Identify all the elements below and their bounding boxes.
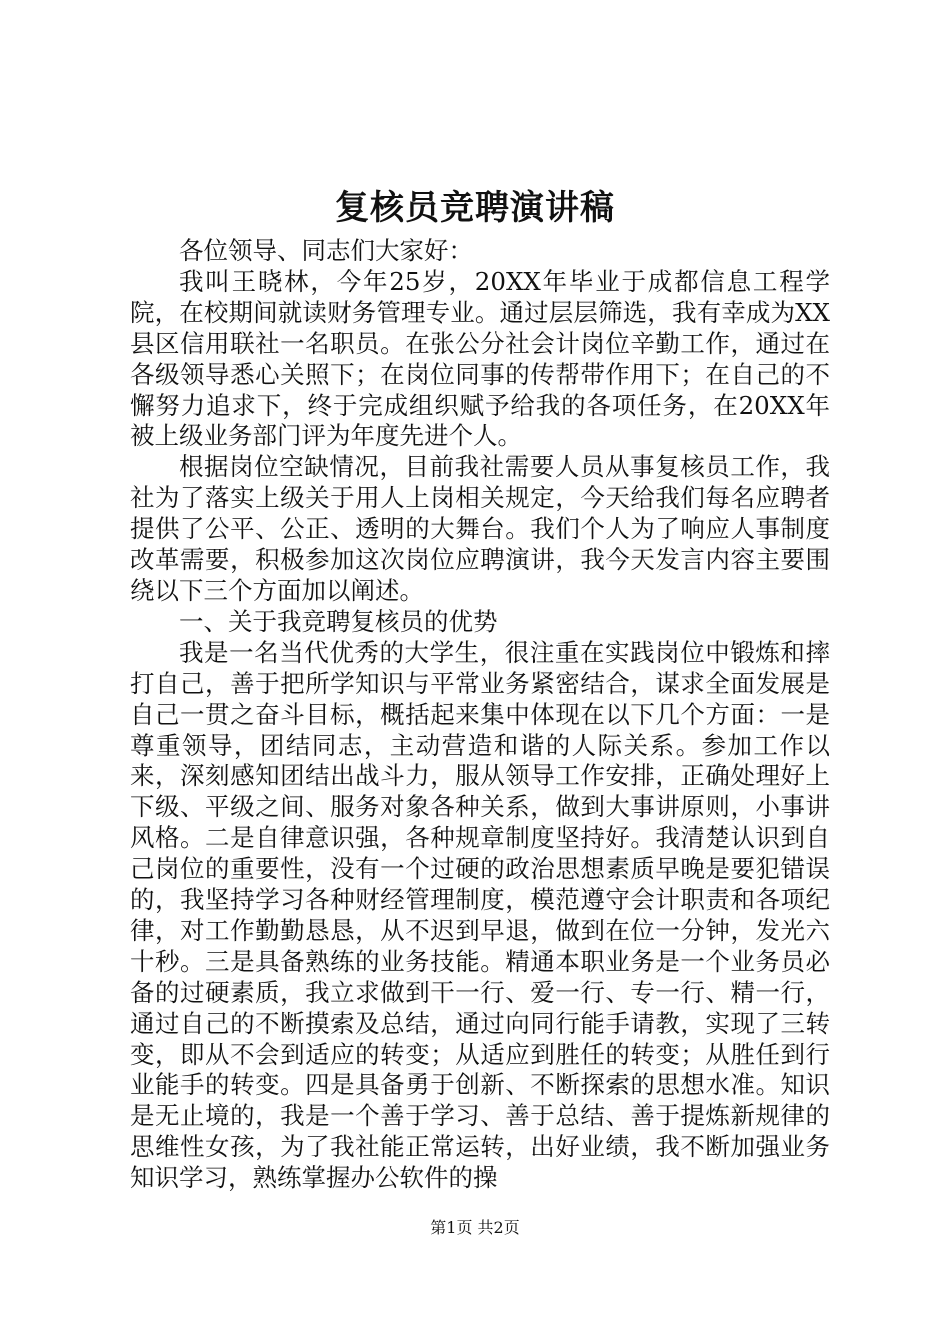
page-footer: 第1页 共2页	[430, 1218, 520, 1237]
advantages-paragraph: 我是一名当代优秀的大学生，很注重在实践岗位中锻炼和摔打自己，善于把所学知识与平常业务紧密结合，谋求全面发展是自己一贯之奋斗目标，概括起来集中体现在以下几个方面：一是尊重领导，团结同志，主动营造和谐的人际关系。参加工作以来，深刻感知团结出战斗力，服从领导工作安排，正确处理好上下级、平级之间、服务对象各种关系，做到大事讲原则，小事讲风格。二是自律意识强，各种规章制度坚持好。我清楚认识到自己岗位的重要性，没有一个过硬的政治思想素质早晚是要犯错误的，我坚持学习各种财经管理制度，模范遵守会计职责和各项纪律，对工作勤勤恳恳，从不迟到早退，做到在位一分钟，发光六十秒。三是具备熟练的业务技能。精通本职业务是一个业务员必备的过硬素质，我立求做到干一行、爱一行、专一行、精一行，通过自己的不断摸索及总结，通过向同行能手请教，实现了三转变，即从不会到适应的转变；从适应到胜任的转变；从胜任到行业能手的转变。四是具备勇于创新、不断探索的思想水准。知识是无止境的，我是一个善于学习、善于总结、善于提炼新规律的思维性女孩，为了我社能正常运转，出好业绩，我不断加强业务知识学习，熟练掌握办公软件的操	[130, 637, 830, 1193]
intro-paragraph: 我叫王晓林，今年25岁，20XX年毕业于成都信息工程学院，在校期间就读财务管理专业。通过层层筛选，我有幸成为XX县区信用联社一名职员。在张公分社会计岗位辛勤工作，通过在各级领导悉心关照下；在岗位同事的传帮带作用下；在自己的不懈努力追求下，终于完成组织赋予给我的各项任务，在20XX年被上级业务部门评为年度先进个人。	[130, 266, 830, 451]
greeting-paragraph: 各位领导、同志们大家好：	[179, 236, 473, 265]
document-body	[130, 236, 830, 1194]
context-paragraph: 根据岗位空缺情况，目前我社需要人员从事复核员工作，我社为了落实上级关于用人上岗相关规定，今天给我们每名应聘者提供了公平、公正、透明的大舞台。我们个人为了响应人事制度改革需要，积极参加这次岗位应聘演讲，我今天发言内容主要围绕以下三个方面加以阐述。	[130, 452, 830, 605]
document-title: 复核员竞聘演讲稿	[335, 188, 615, 228]
section-heading: 一、关于我竞聘复核员的优势	[179, 606, 498, 636]
